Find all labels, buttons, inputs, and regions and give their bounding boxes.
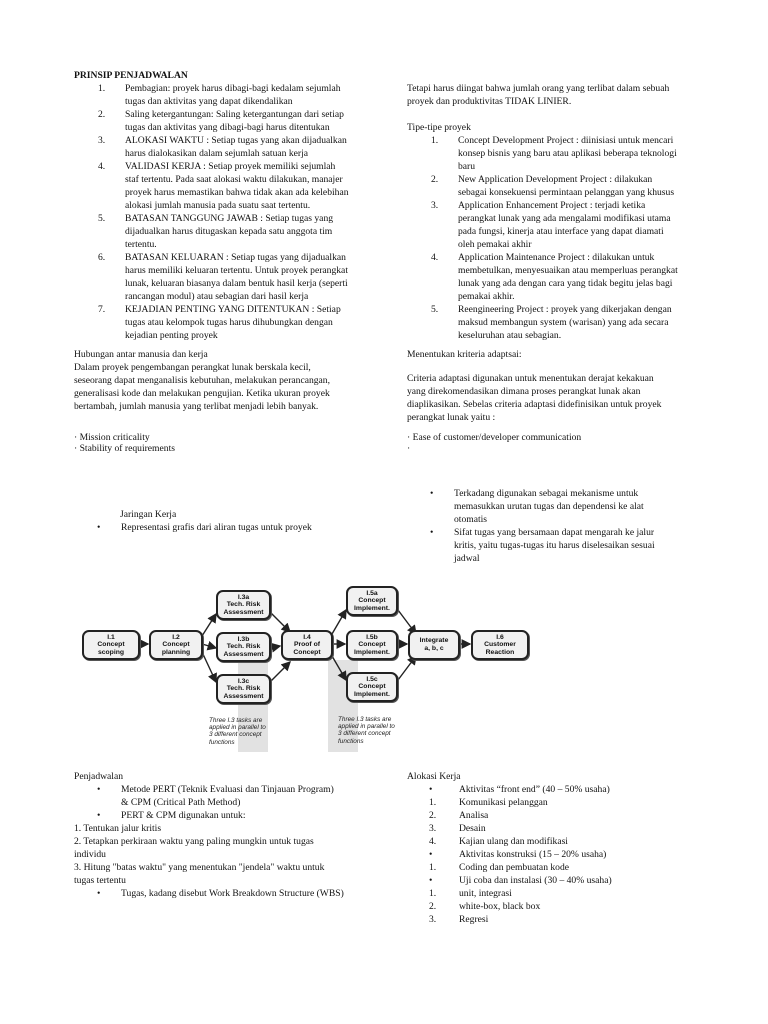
adaptation-section: [407, 348, 707, 424]
node-i5a: I.5a Concept Implement.: [346, 586, 398, 616]
list-item: 2. Saling ketergantungan: Saling ketergantungan dari setiap tugas dan aktivitas yang dibagi-bagi harus ditentukan: [98, 109, 344, 133]
list-item: 4. Application Maintenance Project : dilakukan untuk membetulkan, menyesuaikan atau memperluas perangkat lunak yang ada dengan cara yang tidak begitu jelas bagi pemakai akhir.: [431, 252, 678, 302]
diagram-note-left: Three I.3 tasks are applied in parallel to 3 different concept functions: [209, 717, 266, 746]
criteria-item: · Ease of customer/developer communication: [407, 432, 582, 443]
list-item: • PERT & CPM digunakan untuk:: [97, 810, 246, 821]
list-item: • Aktivitas “front end” (40 – 50% usaha): [429, 784, 610, 795]
list-item: • Uji coba dan instalasi (30 – 40% usaha): [429, 875, 612, 886]
list-item: • Metode PERT (Teknik Evaluasi dan Tinjauan Program) & CPM (Critical Path Method): [97, 784, 334, 808]
network-section-left: [74, 508, 374, 534]
arrow-i2-i3a: [202, 614, 216, 636]
principles-title: PRINSIP PENJADWALAN: [74, 70, 188, 81]
node-i3a: I.3a Tech. Risk Assessment: [216, 590, 271, 620]
list-item: 3. Regresi: [429, 914, 489, 925]
list-item: 1. Pembagian: proyek harus dibagi-bagi kedalam sejumlah tugas dan aktivitas yang dapat dikendalikan: [98, 83, 341, 107]
list-item: 3. Application Enhancement Project : terjadi ketika perangkat lunak yang ada mengalami modifikasi utama pada fungsi, kinerja atau interface yang dapat diamati oleh pemakai akhir: [431, 200, 671, 250]
node-i2: I.2 Concept planning: [149, 630, 203, 660]
list-item: 6. BATASAN KELUARAN : Setiap tugas yang dijadualkan harus memiliki keluaran tertentu. Untuk proyek perangkat lunak, keluaran biasanya dalam bentuk hasil kerja (seperti rancangan modul) atau sebagian dari hasil kerja: [98, 252, 348, 302]
list-item: 4. Kajian ulang dan modifikasi: [429, 836, 568, 847]
criteria-item: ·: [407, 443, 411, 454]
arrow-i2-i3c: [202, 652, 216, 682]
node-integrate: Integrate a, b, c: [408, 630, 460, 660]
list-item: 3. Desain: [429, 823, 486, 834]
schedule-steps: 1. Tentukan jalur kritis 2. Tetapkan perkiraan waktu yang paling mungkin untuk tugas individu 3. Hitung "batas waktu" yang menentukan "jendela" waktu untuk tugas tertentu: [74, 823, 325, 886]
arrow-i2-i3b: [202, 644, 216, 648]
list-item: 7. KEJADIAN PENTING YANG DITENTUKAN : Setiap tugas atau kelompok tugas harus dihubungkan dengan kejadian penting proyek: [98, 304, 341, 341]
network-section-right: [407, 487, 707, 565]
schedule-section: [74, 770, 379, 900]
adapt-text: Criteria adaptasi digunakan untuk menentukan derajat kekakuan yang direkomendasikan dimana proses perangkat lunak akan diaplikasikan. Sebelas criteria adaptasi didefinisikan untuk proyek perangkat lunak yaitu :: [407, 373, 662, 423]
list-item: 1. Komunikasi pelanggan: [429, 797, 548, 808]
list-item: 2. New Application Development Project : dilakukan sebagai konsekuensi permintaan pelanggan yang khusus: [431, 174, 675, 198]
list-item: 4. VALIDASI KERJA : Setiap proyek memiliki sejumlah staf tertentu. Pada saat alokasi waktu dilakukan, manajer proyek harus memastikan bahwa tidak akan ada kelebihan alokasi jumlah manusia pada suatu saat tertentu.: [98, 161, 349, 211]
alloc-heading: Alokasi Kerja: [407, 771, 461, 782]
task-network-diagram: [78, 582, 538, 752]
list-item: • Representasi grafis dari aliran tugas untuk proyek: [97, 522, 312, 533]
list-item: 2. white-box, black box: [429, 901, 541, 912]
list-item: • Aktivitas konstruksi (15 – 20% usaha): [429, 849, 607, 860]
list-item: 2. Analisa: [429, 810, 489, 821]
node-i3c: I.3c Tech. Risk Assessment: [216, 674, 271, 704]
list-item: 5. BATASAN TANGGUNG JAWAB : Setiap tugas yang dijadualkan harus ditugaskan kepada satu anggota tim tertentu.: [98, 213, 334, 250]
diagram-note-right: Three I.3 tasks are applied in parallel to 3 different concept functions: [338, 716, 395, 745]
left-column: [74, 69, 374, 342]
node-i4: I.4 Proof of Concept: [281, 630, 333, 660]
list-item: • Terkadang digunakan sebagai mekanisme untuk memasukkan urutan tugas dan dependensi ke alat otomatis: [430, 488, 644, 525]
right-intro: [407, 82, 707, 108]
intro-text: Tetapi harus diingat bahwa jumlah orang yang terlibat dalam sebuah proyek dan produktivitas TIDAK LINIER.: [407, 83, 670, 107]
list-item: 5. Reengineering Project : proyek yang dikerjakan dengan maksud membangun system (warisan) yang ada secara keseluruhan atau sebagian.: [431, 304, 672, 341]
relation-section: [74, 348, 374, 413]
node-i5b: I.5b Concept Implement.: [346, 630, 398, 660]
list-item: 3. ALOKASI WAKTU : Setiap tugas yang akan dijadualkan harus dialokasikan dalam sejumlah satuan kerja: [98, 135, 347, 159]
list-item: • Sifat tugas yang bersamaan dapat mengarah ke jalur kritis, yaitu tugas-tugas itu harus diselesaikan sesuai jadwal: [430, 527, 655, 564]
criteria-item: · Mission criticality: [74, 432, 150, 443]
relation-heading: Hubungan antar manusia dan kerja: [74, 349, 208, 360]
arrow-i3a-i4: [270, 612, 290, 632]
node-i3b: I.3b Tech. Risk Assessment: [216, 632, 271, 662]
node-i5c: I.5c Concept Implement.: [346, 672, 398, 702]
network-heading: Jaringan Kerja: [120, 509, 177, 520]
list-item: 1. Concept Development Project : diinisiasi untuk mencari konsep bisnis yang baru atau aplikasi beberapa teknologi baru: [431, 135, 677, 172]
left-criteria: [74, 432, 374, 454]
list-item: • Tugas, kadang disebut Work Breakdown Structure (WBS): [97, 888, 344, 899]
arrow-i4-i5a: [332, 610, 346, 634]
schedule-heading: Penjadwalan: [74, 771, 124, 782]
allocation-section: [407, 770, 707, 926]
arrow-i3c-i4: [270, 662, 290, 682]
list-item: 1. Coding dan pembuatan kode: [429, 862, 570, 873]
diagram-connectors: [78, 582, 538, 752]
principles-list: [74, 82, 374, 342]
adapt-heading: Menentukan kriteria adaptsai:: [407, 349, 522, 360]
right-criteria: [407, 432, 707, 454]
types-heading: Tipe-tipe proyek: [407, 122, 471, 133]
list-item: 1. unit, integrasi: [429, 888, 512, 899]
node-i6: I.6 Customer Reaction: [471, 630, 529, 660]
node-i1: I.1 Concept scoping: [82, 630, 140, 660]
arrow-i3b-i4: [270, 646, 280, 648]
project-types: [407, 121, 707, 342]
criteria-item: · Stability of requirements: [74, 443, 175, 454]
relation-text: Dalam proyek pengembangan perangkat lunak berskala kecil, seseorang dapat menganalisis kebutuhan, melakukan perancangan, generalisasi kode dan melakukan pengujian. Ketika ukuran proyek bertambah, jumlah manusia yang terlibat menjadi lebih banyak.: [74, 362, 331, 412]
